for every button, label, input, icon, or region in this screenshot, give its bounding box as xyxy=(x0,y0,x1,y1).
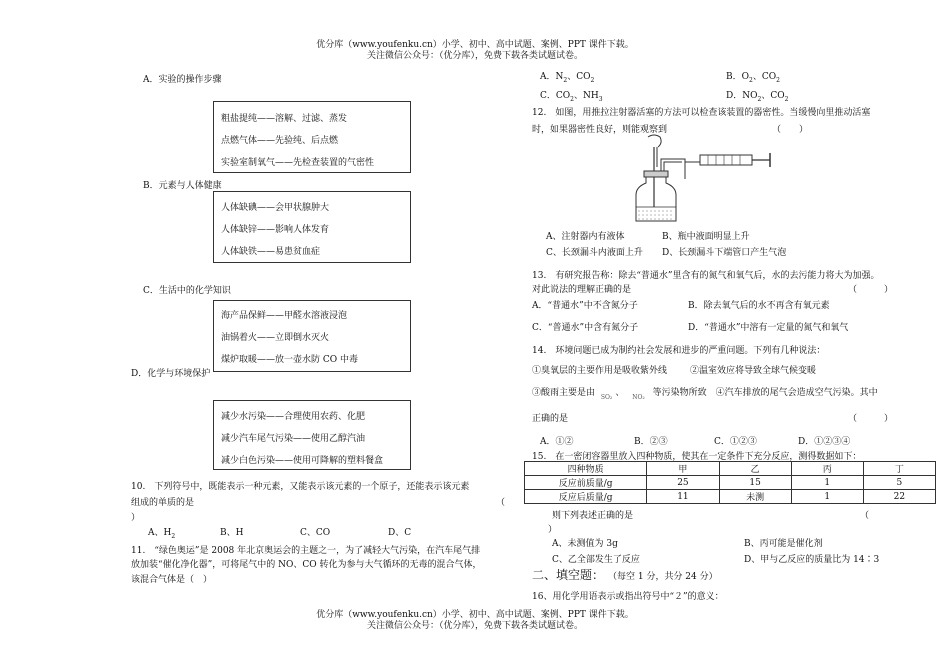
page-footer-line1: 优分库（www.youfenku.cn）小学、初中、高中试题、案例、PPT 课件下载。 xyxy=(316,610,634,620)
q12-option-b: B、瓶中液面明显上升 xyxy=(662,232,750,242)
text: A．N xyxy=(540,72,564,82)
table-row xyxy=(525,490,936,504)
box-line: 减少汽车尾气污染——使用乙醇汽油 xyxy=(221,434,366,444)
section2-title: 二、填空题： xyxy=(532,568,605,582)
table-row xyxy=(525,476,936,490)
text: D．NO xyxy=(726,91,758,101)
option-c-box xyxy=(213,300,411,372)
q15-line2: 则下列表述正确的是 xyxy=(552,511,634,521)
table-cell: 15 xyxy=(719,476,791,490)
q11-option-d xyxy=(726,88,788,103)
q10-option-b: B、H xyxy=(220,528,244,538)
option-b-box xyxy=(213,191,411,263)
page-header-line2: 关注微信公众号：（优分库），免费下载各类试题试卷。 xyxy=(366,51,583,61)
q11-option-c xyxy=(540,88,603,103)
table-cell: 反应后质量/g xyxy=(525,490,647,504)
q13-line1: 13. 有研究报告称：除去“普通水”里含有的氮气和氧气后，水的去污能力将大为加强。 xyxy=(532,271,880,281)
subscript: 2 xyxy=(171,532,176,540)
q13-option-c: C．“普通水”中含有氮分子 xyxy=(532,323,639,333)
table-cell: 25 xyxy=(647,476,719,490)
subscript: 2 xyxy=(776,76,780,84)
q12-paren: （ ） xyxy=(772,125,809,135)
subscript: 2 xyxy=(784,95,789,103)
q10-option-c: C、CO xyxy=(300,528,331,538)
subscript: 3 xyxy=(598,95,603,103)
q12-option-a: A、注射器内有液体 xyxy=(546,232,625,242)
text: B．O xyxy=(726,72,749,82)
q14-statement3: ③酸雨主要是由 $_{SO_2}$ 、 $_{NO_2}$ 等污染物所致 ④汽车排放的尾气会造成空气污染。其中 xyxy=(532,388,878,401)
q14-statement1: ①臭氧层的主要作用是吸收紫外线 xyxy=(532,366,668,376)
box-line: 粗盐提纯——溶解、过滤、蒸发 xyxy=(221,114,348,124)
table-row xyxy=(525,462,936,476)
table-header-cell: 甲 xyxy=(647,462,719,476)
q10-option-d: D、C xyxy=(388,528,412,538)
text: 、CO xyxy=(761,91,785,101)
table-cell: 反应前质量/g xyxy=(525,476,647,490)
table-header-cell: 丙 xyxy=(791,462,863,476)
q10-line2: 组成的单质的是 xyxy=(131,498,195,508)
option-a-title: A．实验的操作步骤 xyxy=(143,75,222,85)
table-cell: 11 xyxy=(647,490,719,504)
q12-line2: 时，如果器密性良好，则能观察到 xyxy=(532,125,668,135)
option-c-title: C．生活中的化学知识 xyxy=(143,286,231,296)
table-header-cell: 四种物质 xyxy=(525,462,647,476)
box-line: 减少白色污染——使用可降解的塑料餐盒 xyxy=(221,456,384,466)
box-line: 人体缺锌——影响人体发育 xyxy=(221,225,330,235)
box-line: 油锅着火——立即倒水灭火 xyxy=(221,333,330,343)
no2-formula: NO₂ xyxy=(632,394,645,401)
q14-line1: 14. 环境问题已成为制约社会发展和进步的严重问题。下列有几种说法： xyxy=(532,346,826,356)
q15-option-d: D、甲与乙反应的质量比为 14∶3 xyxy=(744,555,880,565)
table-cell: 未测 xyxy=(719,490,791,504)
q10-line1: 10. 下列符号中，既能表示一种元素，又能表示该元素的一个原子，还能表示该元素 xyxy=(131,482,470,492)
q15-line1: 15. 在一密闭容器里放入四种物质，使其在一定条件下充分反应，测得数据如下： xyxy=(532,452,862,462)
subscript: 2 xyxy=(757,95,762,103)
text: C．CO xyxy=(540,91,571,101)
subscript: 2 xyxy=(563,76,568,84)
subscript: 2 xyxy=(570,95,574,103)
q10-paren-right: ） xyxy=(131,513,141,523)
box-line: 点燃气体——先验纯、后点燃 xyxy=(221,136,339,146)
q15-paren-right: ） xyxy=(548,525,558,535)
table-header-cell: 乙 xyxy=(719,462,791,476)
text: 、CO xyxy=(567,72,591,82)
page-footer-line2: 关注微信公众号：（优分库），免费下载各类试题试卷。 xyxy=(366,621,583,631)
q13-option-d: D．“普通水”中溶有一定量的氮气和氧气 xyxy=(688,323,849,333)
box-line: 实验室制氧气——先检查装置的气密性 xyxy=(221,158,375,168)
q12-line1: 12. 如图，用推拉注射器活塞的方法可以检查该装置的器密性。当缓慢向里推动活塞 xyxy=(532,108,871,118)
page-header-line1: 优分库（www.youfenku.cn）小学、初中、高中试题、案例、PPT 课件下载。 xyxy=(316,40,634,50)
mass-data-table xyxy=(524,461,936,504)
q15-option-b: B、丙可能是催化剂 xyxy=(744,539,823,549)
q14-option-a: A．①② xyxy=(540,437,574,447)
text: 、CO xyxy=(752,72,777,82)
q11-line2: 放加装“催化净化器”，可将尾气中的 NO、CO 转化为参与大气循环的无毒的混合气体， xyxy=(131,560,482,570)
table-cell: 1 xyxy=(791,476,863,490)
q13-line2: 对此说法的理解正确的是 xyxy=(532,285,632,295)
q14-option-d: D．①②③④ xyxy=(798,437,851,447)
q10-paren-left: （ xyxy=(496,498,506,508)
q11-option-a xyxy=(540,69,594,84)
q14-paren: （ ） xyxy=(848,414,894,424)
q10-option-a xyxy=(148,525,175,540)
q11-line3: 该混合气体是（ ） xyxy=(131,575,213,585)
q16-line: 16、用化学用语表示或指出符号中“２”的意义： xyxy=(532,592,724,602)
q12-option-c: C、长颈漏斗内液面上升 xyxy=(546,248,643,258)
table-cell: 22 xyxy=(863,490,935,504)
table-header-cell: 丁 xyxy=(863,462,935,476)
text: 等污染物所致 ④汽车排放的尾气会造成空气污染。其中 xyxy=(652,388,878,398)
box-line: 海产品保鲜——甲醛水溶液浸泡 xyxy=(221,311,348,321)
table-cell: 5 xyxy=(863,476,935,490)
q14-option-b: B．②③ xyxy=(634,437,668,447)
q14-statement2: ②温室效应将导致全球气候变暖 xyxy=(690,366,817,376)
q11-option-b xyxy=(726,69,780,84)
q10-option-a-text: A、H xyxy=(148,528,172,538)
box-line: 人体缺铁——易患贫血症 xyxy=(221,247,321,257)
table-cell: 1 xyxy=(791,490,863,504)
syringe-apparatus-diagram xyxy=(630,133,780,225)
so2-formula: SO₂ xyxy=(600,394,613,401)
q14-option-c: C．①②③ xyxy=(714,437,757,447)
q11-line1: 11. “绿色奥运”是 2008 年北京奥运会的主题之一，为了减轻大气污染，在汽车尾气排 xyxy=(131,546,481,556)
subscript: 2 xyxy=(590,76,595,84)
option-d-title: D．化学与环境保护 xyxy=(131,369,211,379)
option-a-box xyxy=(213,101,411,173)
option-d-box xyxy=(213,400,411,470)
text: 、NH xyxy=(573,91,599,101)
box-line: 人体缺碘——会甲状腺肿大 xyxy=(221,203,330,213)
q15-option-a: A、未测值为 3g xyxy=(552,539,618,549)
q15-paren-left: （ xyxy=(860,511,870,521)
q13-paren: （ ） xyxy=(848,285,894,295)
q12-option-d: D、长颈漏斗下端管口产生气泡 xyxy=(662,248,787,258)
q13-option-b: B．除去氧气后的水不再含有氧元素 xyxy=(688,301,830,311)
q14-line4: 正确的是 xyxy=(532,414,569,424)
section2-note: （每空 1 分，共分 24 分） xyxy=(608,572,718,582)
text: ③酸雨主要是由 xyxy=(532,388,596,398)
q15-option-c: C、乙全部发生了反应 xyxy=(552,555,640,565)
subscript: 2 xyxy=(749,76,753,84)
box-line: 减少水污染——合理使用农药、化肥 xyxy=(221,412,366,422)
q13-option-a: A．“普通水”中不含氮分子 xyxy=(532,301,638,311)
box-line: 煤炉取暖——放一壶水防 CO 中毒 xyxy=(221,355,358,365)
option-b-title: B．元素与人体健康 xyxy=(143,181,222,191)
